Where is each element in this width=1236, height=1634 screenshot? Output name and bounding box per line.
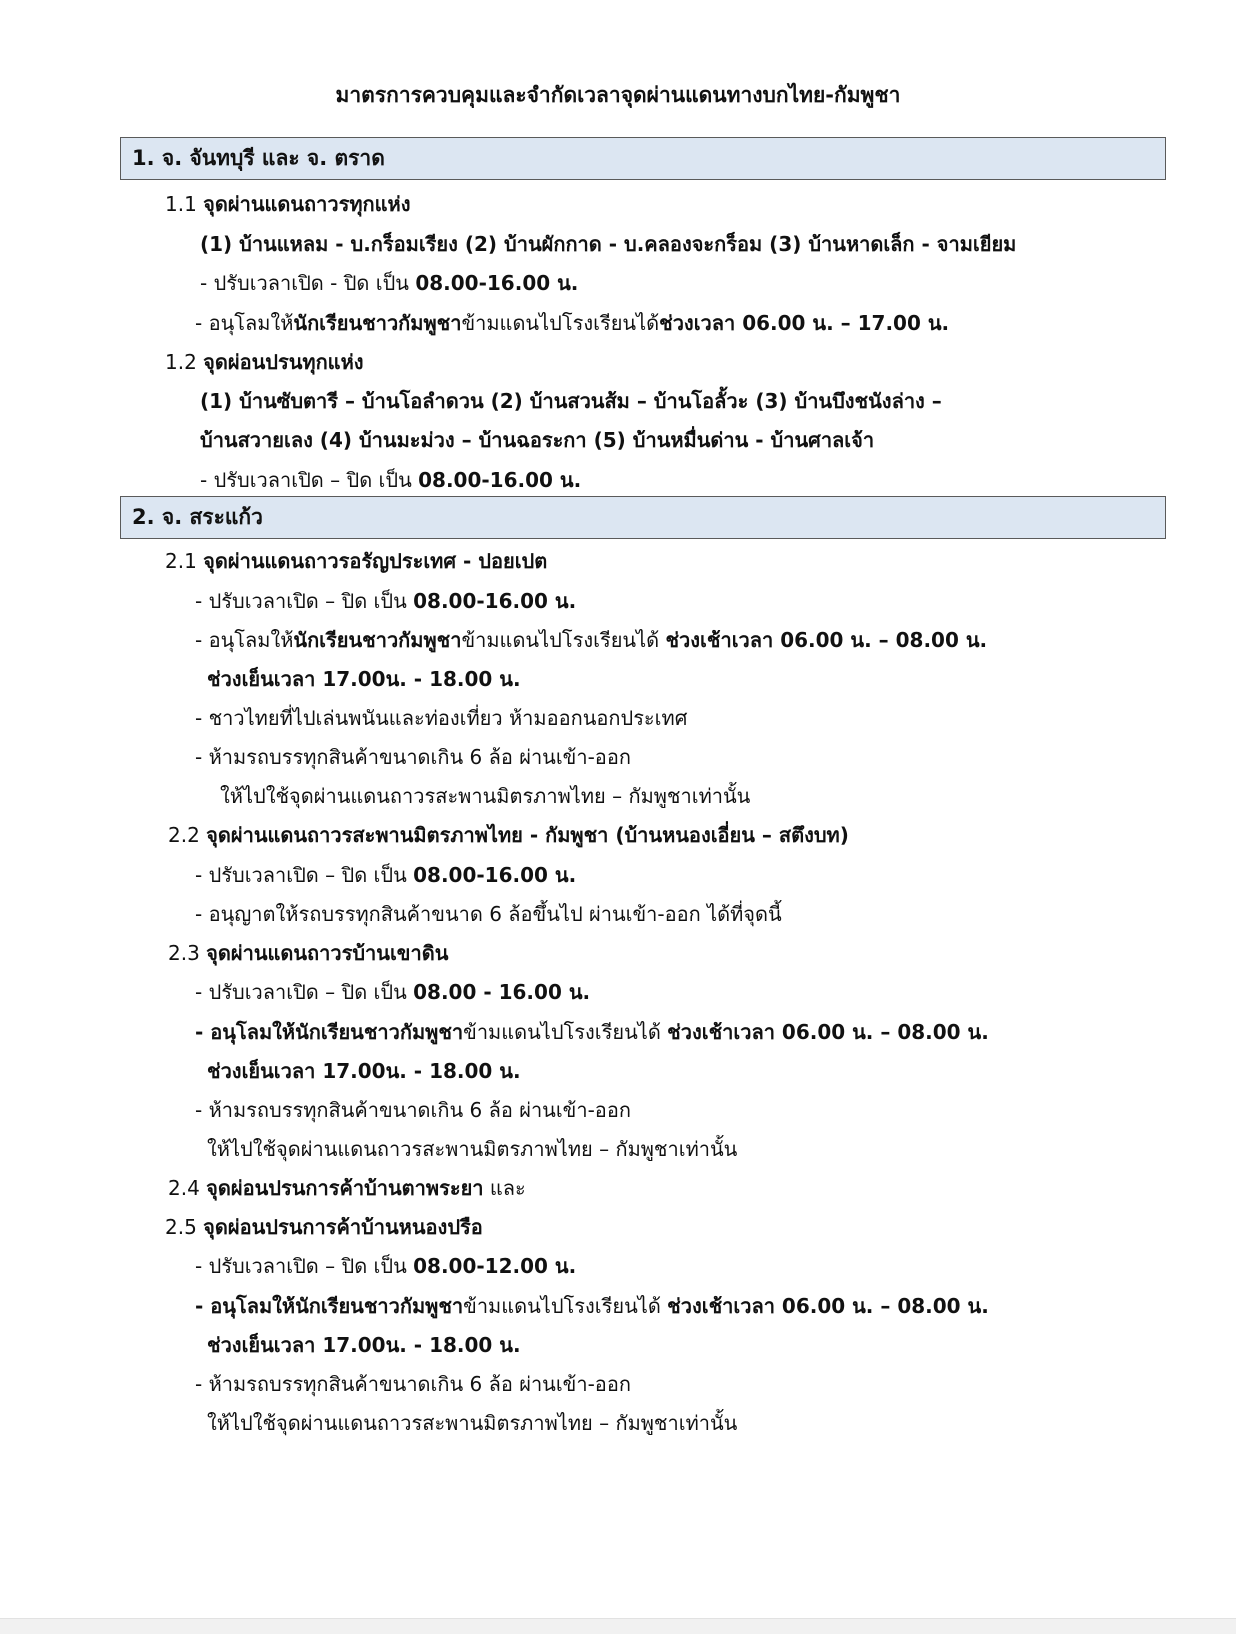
truck-ban: - ห้ามรถบรรทุกสินค้าขนาดเกิน 6 ล้อ ผ่านเข้า-ออก xyxy=(195,745,631,769)
students-evening-time: ช่วงเย็นเวลา 17.00น. - 18.00 น. xyxy=(207,1059,521,1083)
hours-value: 08.00-16.00 น. xyxy=(418,468,582,492)
subsection-title: จุดผ่านแดนถาวรอรัญประเทศ - ปอยเปต xyxy=(203,549,548,573)
subsection-suffix: และ xyxy=(489,1176,526,1200)
truck-redirect: ให้ไปใช้จุดผ่านแดนถาวรสะพานมิตรภาพไทย – กัมพูชาเท่านั้น xyxy=(207,1411,738,1435)
truck-ban: - ห้ามรถบรรทุกสินค้าขนาดเกิน 6 ล้อ ผ่านเข้า-ออก xyxy=(195,1372,631,1396)
document-title: มาตรการควบคุมและจำกัดเวลาจุดผ่านแดนทางบกไทย-กัมพูชา xyxy=(335,83,901,107)
students-mid: ข้ามแดนไปโรงเรียนได้ xyxy=(461,628,660,652)
section-header-chanthaburi-trat: 1. จ. จันทบุรี และ จ. ตราด xyxy=(120,137,1166,180)
hours-value: 08.00-12.00 น. xyxy=(413,1254,577,1278)
truck-redirect: ให้ไปใช้จุดผ่านแดนถาวรสะพานมิตรภาพไทย – กัมพูชาเท่านั้น xyxy=(207,1137,738,1161)
subsection-title: จุดผ่านแดนถาวรทุกแห่ง xyxy=(203,192,411,216)
students-evening-time: ช่วงเย็นเวลา 17.00น. - 18.00 น. xyxy=(207,667,521,691)
students-line xyxy=(195,308,949,338)
hours-label: - ปรับเวลาเปิด – ปิด เป็น xyxy=(195,863,407,887)
truck-redirect: ให้ไปใช้จุดผ่านแดนถาวรสะพานมิตรภาพไทย – กัมพูชาเท่านั้น xyxy=(220,784,751,808)
hours-label: - ปรับเวลาเปิด - ปิด เป็น xyxy=(200,271,409,295)
subsection-2-1-heading xyxy=(165,546,547,576)
students-time: ช่วงเวลา 06.00 น. – 17.00 น. xyxy=(659,311,950,335)
hours-label: - ปรับเวลาเปิด – ปิด เป็น xyxy=(200,468,412,492)
subsection-title: จุดผ่านแดนถาวรสะพานมิตรภาพไทย - กัมพูชา (บ้านหนองเอี่ยน – สตึงบท) xyxy=(206,823,849,847)
section-header-sa-kaeo: 2. จ. สระแก้ว xyxy=(120,496,1166,539)
hours-value: 08.00-16.00 น. xyxy=(415,271,579,295)
crossing-list-line-2: บ้านสวายเลง (4) บ้านมะม่วง – บ้านฉอระกา (5) บ้านหมื่นด่าน - บ้านศาลเจ้า xyxy=(200,428,875,452)
subsection-2-4-heading xyxy=(168,1173,526,1203)
subsection-number: 2.5 xyxy=(165,1215,197,1239)
hours-label: - ปรับเวลาเปิด – ปิด เป็น xyxy=(195,589,407,613)
students-morning-time: ช่วงเช้าเวลา 06.00 น. – 08.00 น. xyxy=(667,1294,989,1318)
page-bottom-edge xyxy=(0,1618,1236,1634)
subsection-2-5-heading xyxy=(165,1212,483,1242)
students-prefix: - อนุโลมให้ xyxy=(195,628,294,652)
subsection-number: 2.1 xyxy=(165,549,197,573)
students-evening-time: ช่วงเย็นเวลา 17.00น. - 18.00 น. xyxy=(207,1333,521,1357)
subsection-number: 2.3 xyxy=(168,941,200,965)
hours-line xyxy=(200,268,578,298)
subsection-1-2-heading xyxy=(165,347,364,377)
students-group: นักเรียนชาวกัมพูชา xyxy=(293,311,462,335)
truck-ban: - ห้ามรถบรรทุกสินค้าขนาดเกิน 6 ล้อ ผ่านเข้า-ออก xyxy=(195,1098,631,1122)
subsection-number: 2.4 xyxy=(168,1176,200,1200)
students-morning-time: ช่วงเช้าเวลา 06.00 น. – 08.00 น. xyxy=(667,1020,989,1044)
students-prefix: - อนุโลมให้ xyxy=(195,311,294,335)
students-group: นักเรียนชาวกัมพูชา xyxy=(293,628,462,652)
hours-value: 08.00-16.00 น. xyxy=(413,863,577,887)
hours-label: - ปรับเวลาเปิด – ปิด เป็น xyxy=(195,1254,407,1278)
hours-label: - ปรับเวลาเปิด – ปิด เป็น xyxy=(195,980,407,1004)
students-morning-time: ช่วงเช้าเวลา 06.00 น. – 08.00 น. xyxy=(665,628,988,652)
subsection-1-1-heading xyxy=(165,189,411,219)
subsection-title: จุดผ่อนปรนทุกแห่ง xyxy=(203,350,364,374)
subsection-title: จุดผ่อนปรนการค้าบ้านหนองปรือ xyxy=(203,1215,483,1239)
subsection-number: 1.1 xyxy=(165,192,197,216)
subsection-2-3-heading xyxy=(168,938,448,968)
hours-value: 08.00 - 16.00 น. xyxy=(413,980,591,1004)
subsection-title: จุดผ่อนปรนการค้าบ้านตาพระยา xyxy=(206,1176,484,1200)
subsection-number: 2.2 xyxy=(168,823,200,847)
students-mid: ข้ามแดนไปโรงเรียนได้ xyxy=(463,1294,661,1318)
subsection-2-2-heading xyxy=(168,820,849,850)
crossing-list: (1) บ้านแหลม - บ.กร็อมเรียง (2) บ้านผักกาด - บ.คลองจะกร็อม (3) บ้านหาดเล็ก - จามเยียม xyxy=(200,232,1017,256)
students-line xyxy=(195,1291,989,1321)
students-group: นักเรียนชาวกัมพูชา xyxy=(295,1020,464,1044)
students-prefix: - อนุโลมให้ xyxy=(195,1294,296,1318)
truck-allow: - อนุญาตให้รถบรรทุกสินค้าขนาด 6 ล้อขึ้นไป ผ่านเข้า-ออก ได้ที่จุดนี้ xyxy=(195,902,782,926)
students-line xyxy=(195,625,987,655)
hours-line xyxy=(195,586,576,616)
students-line xyxy=(195,1017,989,1047)
hours-line xyxy=(195,860,576,890)
hours-value: 08.00-16.00 น. xyxy=(413,589,577,613)
students-mid: ข้ามแดนไปโรงเรียนได้ xyxy=(463,1020,661,1044)
hours-line xyxy=(195,1251,576,1281)
subsection-number: 1.2 xyxy=(165,350,197,374)
gambling-rule: - ชาวไทยที่ไปเล่นพนันและท่องเที่ยว ห้ามออกนอกประเทศ xyxy=(195,706,688,730)
students-mid: ข้ามแดนไปโรงเรียนได้ xyxy=(461,311,660,335)
crossing-list-line-1: (1) บ้านซับตารี – บ้านโอลำดวน (2) บ้านสวนส้ม – บ้านโอลั้วะ (3) บ้านบึงชนังล่าง – xyxy=(200,389,942,413)
students-group: นักเรียนชาวกัมพูชา xyxy=(295,1294,464,1318)
subsection-title: จุดผ่านแดนถาวรบ้านเขาดิน xyxy=(206,941,449,965)
hours-line xyxy=(195,977,590,1007)
students-prefix: - อนุโลมให้ xyxy=(195,1020,296,1044)
hours-line xyxy=(200,465,581,495)
